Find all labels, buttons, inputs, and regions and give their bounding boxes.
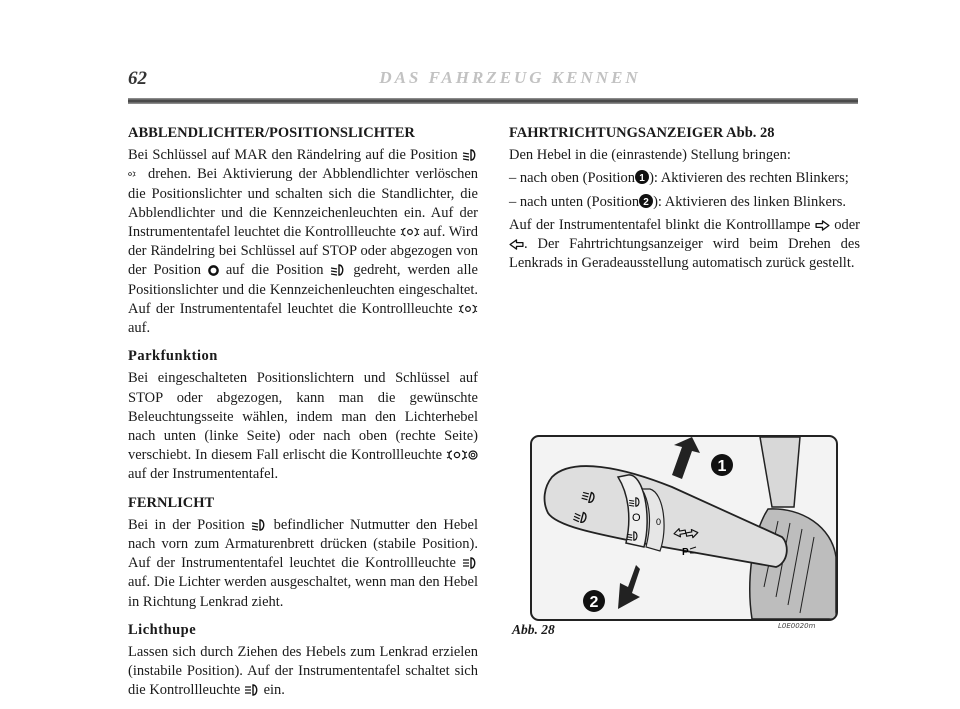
low-beam-paragraph	[128, 146, 478, 338]
figure-label-1-text: 1	[717, 458, 727, 475]
low-beam-text-2: drehen. Bei Aktivierung der Abblendlichter verlöschen die Positionslichter und schalten sich die Standlichter, die Abblendlichter und die Kennzeichenleuchten ein. Auf der Instrumententafel leuchtet die Kontrollleuchte	[128, 166, 479, 241]
figure-code: L0E0020m	[778, 622, 816, 630]
badge-2-text: 2	[643, 196, 649, 208]
turn-signal-line-2	[509, 169, 860, 188]
arrow-right-icon	[815, 220, 830, 231]
svg-text:P: P	[682, 547, 689, 558]
figure-label-2-text: 2	[589, 594, 599, 611]
low-beam-icon	[462, 149, 478, 161]
figure-label-1	[711, 454, 733, 476]
arrow-left-icon	[509, 239, 524, 250]
flash-text-1: Lassen sich durch Ziehen des Hebels zum Lenkrad erzielen (instabile Position). Auf der Instrumententafel schaltet sich die Kontrollleuchte	[128, 644, 478, 699]
flash-text-2: ein.	[263, 682, 285, 699]
position-lights-icon	[446, 449, 478, 461]
lever-body	[545, 466, 787, 567]
low-beam-text-4: auf die Position	[225, 262, 324, 279]
turn-signal-line-3-a: – nach unten (Position	[509, 193, 640, 210]
turn-signal-line-1: Den Hebel in die (einrastende) Stellung bringen:	[509, 147, 791, 164]
park-text-2: auf der Instrumententafel.	[128, 466, 279, 483]
high-beam-text-3: auf. Die Lichter werden ausgeschaltet, wenn man den Hebel in Richtung Lenkrad zieht.	[128, 574, 478, 610]
turn-signal-line-3	[509, 193, 860, 212]
high-beam-icon	[462, 557, 478, 569]
turn-signal-line-3-b: ): Aktivieren des linken Blinkers.	[653, 193, 846, 210]
low-beam-text-1: Bei Schlüssel auf MAR den Rändelring auf die Position	[128, 147, 458, 164]
turn-signal-paragraph	[509, 216, 860, 274]
low-beam-text-5: gedreht, werden alle Positionslichter und die Kennzeichenleuchten eingeschaltet. Auf der Instrumententafel leuchtet die Kontrollleuchte	[128, 262, 478, 317]
turn-signal-line-2-a: – nach oben (Position	[509, 170, 636, 187]
badge-1	[635, 170, 649, 184]
badge-2	[639, 194, 653, 208]
column-shroud	[760, 437, 800, 507]
off-position-icon	[208, 265, 219, 276]
arrow-down-icon	[618, 565, 640, 609]
section-heading-turn-signals: FAHRTRICHTUNGSANZEIGER Abb. 28	[509, 125, 775, 141]
section-heading-low-beam: ABBLENDLICHTER/POSITIONSLICHTER	[128, 125, 415, 141]
turn-signal-line-2-b: ): Aktivieren des rechten Blinkers;	[649, 170, 849, 187]
position-lights-icon	[458, 303, 478, 315]
running-title: DAS FAHRZEUG KENNEN	[379, 68, 641, 87]
section-heading-high-beam: FERNLICHT	[128, 494, 215, 511]
figure-lever-illustration	[530, 435, 838, 621]
section-heading-flash: Lichthupe	[128, 621, 197, 638]
high-beam-text-2: befindlicher Nutmutter den Hebel nach vorn zum Armaturenbrett drücken (stabile Position). Auf der Instrumententafel leuchtet die Kontrollleuchte	[128, 516, 479, 572]
figure-label-2	[583, 590, 605, 612]
park-text-1: Bei eingeschalteten Positionslichtern und Schlüssel auf STOP oder abgezogen, kann man die gewünschte Beleuchtungsseite wählen, indem man den Lichterhebel nach unten (linke Seite) oder nach oben (rechte Seite) verschiebt. In diesem Fall erlischt die Kontrollleuchte	[128, 370, 478, 464]
ring-zero-symbol: 0	[656, 517, 662, 527]
position-lights-icon	[400, 226, 420, 238]
high-beam-paragraph	[128, 516, 478, 612]
flash-paragraph	[128, 643, 478, 701]
left-column	[128, 124, 478, 701]
low-beam-icon	[330, 264, 346, 276]
header-rule	[128, 98, 858, 104]
low-beam-icon	[251, 519, 267, 531]
figure-caption: Abb. 28	[512, 622, 555, 637]
lever-illustration	[532, 437, 836, 619]
right-column	[509, 124, 860, 273]
turn-signal-text-1: Auf der Instrumententafel blinkt die Kontrolllampe	[509, 216, 811, 233]
ring-off-symbol: O	[632, 512, 641, 524]
turn-signal-text-3: . Der Fahrtrichtungsanzeiger wird beim Drehen des Lenkrads in Geradeausstellung automatisch zurück gestellt.	[509, 236, 860, 272]
section-heading-park: Parkfunktion	[128, 348, 218, 365]
high-beam-icon	[244, 684, 260, 696]
low-beam-text-6: auf.	[128, 320, 151, 337]
turn-signal-text-2: oder	[834, 216, 861, 233]
park-paragraph	[128, 369, 478, 484]
position-lights-icon	[128, 168, 142, 180]
page-number: 62	[128, 68, 147, 89]
high-beam-text-1: Bei in der Position	[128, 516, 245, 533]
badge-1-text: 1	[639, 173, 645, 185]
low-beam-text-3: auf. Wird der Rändelring bei Schlüssel auf STOP oder abgezogen von der Position	[128, 224, 478, 279]
arrow-up-icon	[672, 437, 700, 479]
